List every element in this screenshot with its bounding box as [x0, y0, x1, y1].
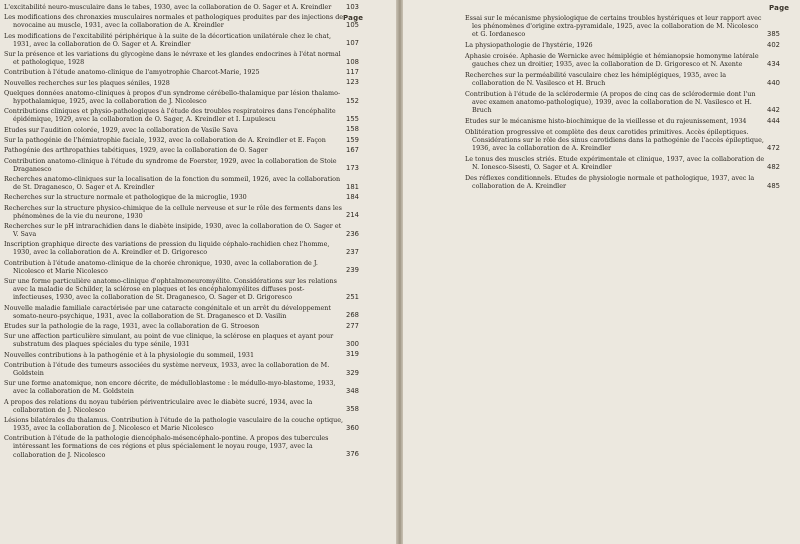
toc-page-number: 485: [767, 181, 780, 190]
toc-entry: [4, 332, 344, 348]
toc-page-number: 251: [346, 292, 359, 301]
toc-entry: [4, 379, 344, 395]
toc-entry: [4, 434, 344, 458]
toc-page-number: 184: [346, 192, 359, 201]
toc-page-number: 123: [346, 78, 359, 87]
toc-entry: [4, 126, 344, 134]
right-page: [403, 0, 800, 544]
toc-entry: [4, 398, 344, 414]
toc-entry-title: Etudes sur l'audition colorée, 1929, avec la collaboration de Vasile Sava: [4, 125, 238, 134]
toc-page-number: 319: [346, 350, 359, 359]
toc-entry: [465, 90, 765, 114]
toc-entry: [465, 52, 765, 68]
toc-entry-title: Les modifications des chronaxies musculaires normales et pathologiques produites par des injections de novocaine au muscle, 1931, avec la collaboration de A. Kreindler: [4, 13, 344, 30]
toc-page-number: 108: [346, 57, 359, 66]
toc-page-number: 358: [346, 405, 359, 414]
toc-entry-title: Les modifications de l'excitabilité périphérique à la suite de la décortication unilatérale chez le chat, 1931, avec la collaboration de O. Sager et A. Kreindler: [4, 31, 332, 48]
toc-entry-title: Contribution à l'étude anatomo-clinique de la chorée chronique, 1930, avec la collaboration de J. Nicolesco et Marie Nicolesco: [4, 258, 318, 275]
toc-entry: [4, 304, 344, 320]
toc-page-number: 237: [346, 248, 359, 257]
toc-entry: [4, 107, 344, 123]
toc-entry-list: [465, 14, 765, 193]
toc-page-number: 385: [767, 29, 780, 38]
toc-entry-title: Etudes sur le mécanisme histo-biochimique de la vieillesse et du rajeunissement, 1934: [465, 117, 747, 126]
toc-page-number: 277: [346, 321, 359, 330]
toc-entry-title: Des réflexes conditionnels. Etudes de physiologie normale et pathologique, 1937, avec la collaboration de A. Kreindler: [465, 173, 755, 191]
toc-page-number: 152: [346, 96, 359, 105]
toc-entry-title: Sur une affection particulière simulant, au point de vue clinique, la sclérose en plaques et ayant pour substratum des plaques spéciales du type sénile, 1931: [4, 332, 334, 349]
toc-page-number: 300: [346, 339, 359, 348]
toc-entry: [4, 175, 344, 191]
toc-entry-title: Sur une forme particulière anatomo-clinique d'ophtalmoneuromyélite. Considérations sur les relations avec la maladie de Schilder, la sclérose en plaques et les encéphalomyélites diffuses post-infectieuses, 1930, avec la collaboration de St. Draganesco, O. Sager et D. Grigoresco: [4, 277, 337, 302]
toc-page-number: 329: [346, 368, 359, 377]
toc-page-number: 348: [346, 386, 359, 395]
toc-page-number: 442: [767, 105, 780, 114]
page-column-header: Page: [343, 14, 364, 22]
toc-entry-title: Nouvelles recherches sur les plaques séniles, 1928: [4, 78, 170, 87]
toc-entry: [4, 136, 344, 144]
toc-entry: [4, 277, 344, 301]
toc-entry-title: Recherches sur la perméabilité vasculaire chez les hémiplégiques, 1935, avec la collaboration de N. Vasilesco et H. Bruch: [465, 70, 727, 88]
toc-entry-title: Sur la présence et les variations du glycogène dans le névraxe et les glandes endocrines à l'état normal et pathologique, 1928: [4, 50, 341, 67]
toc-page-number: 268: [346, 311, 359, 320]
toc-entry-title: Oblitération progressive et complète des deux carotides primitives. Accès épileptiques. Considérations sur le rôle des sinus carotidiens dans la pathogénie de l'accès épileptique, 1936, avec la collaboration de A. Kreindler: [465, 127, 764, 153]
toc-page-number: 236: [346, 229, 359, 238]
toc-page-number: 482: [767, 162, 780, 171]
toc-entry-title: Recherches sur la structure physico-chimique de la cellule nerveuse et sur le rôle des ferments dans les phénomènes de la vie du neurone, 1930: [4, 203, 342, 220]
toc-entry: [465, 41, 765, 49]
toc-entry: [4, 13, 344, 29]
toc-entry: [4, 259, 344, 275]
toc-page-number: 214: [346, 211, 359, 220]
toc-entry: [4, 32, 344, 48]
toc-entry: [4, 351, 344, 359]
toc-entry: [4, 68, 344, 76]
toc-entry: [465, 117, 765, 125]
toc-entry: [4, 50, 344, 66]
toc-entry: [4, 157, 344, 173]
toc-entry-title: L'excitabilité neuro-musculaire dans le tabes, 1930, avec la collaboration de O. Sager et A. Kreindler: [4, 3, 332, 11]
toc-page-number: 444: [767, 116, 780, 125]
toc-page-number: 158: [346, 125, 359, 134]
toc-page-number: 117: [346, 68, 359, 76]
toc-entry-title: Pathogénie des arthropathies tabétiques, 1929, avec la collaboration de O. Sager: [4, 146, 268, 155]
toc-entry: [4, 193, 344, 201]
toc-entry-title: Inscription graphique directe des variations de pression du liquide céphalo-rachidien chez l'homme, 1930, avec la collaboration de A. Kreindler et D. Grigoresco: [4, 240, 330, 257]
toc-entry: [465, 174, 765, 190]
toc-entry: [465, 155, 765, 171]
toc-entry-title: Sur une forme anatomique, non encore décrite, de médulloblastome : le médullo-myo-blastome, 1933, avec la collaboration de M. Goldstein: [4, 379, 336, 396]
toc-entry-title: Lésions bilatérales du thalamus. Contribution à l'étude de la pathologie vasculaire de la couche optique, 1935, avec la collaboration de J. Nicolesco et Marie Nicolesco: [4, 416, 344, 433]
toc-page-number: 103: [346, 2, 359, 11]
toc-page-number: 239: [346, 266, 359, 275]
toc-entry-title: La physiopathologie de l'hystérie, 1926: [465, 41, 593, 50]
toc-page-number: 107: [346, 39, 359, 48]
toc-page-number: 472: [767, 143, 780, 152]
toc-entry-title: Contribution à l'étude de la sclérodermie (A propos de cinq cas de sclérodermie dont l'un avec examen anatomo-pathologique), 1939, avec la collaboration de N. Vasilesco et H. Bruch: [465, 89, 756, 115]
toc-entry: [4, 240, 344, 256]
toc-entry: [4, 89, 344, 105]
toc-entry-title: Aphasie croisée. Aphasie de Wernicke avec hémiplégie et hémianopsie homonyme latérale gauches chez un droitier, 1935, avec la collaboration de D. Grigoresco et N. Axente: [465, 51, 759, 69]
toc-entry: [4, 146, 344, 154]
toc-entry: [465, 71, 765, 87]
toc-entry-title: A propos des relations du noyau tubérien périventriculaire avec le diabète sucré, 1934, avec la collaboration de J. Nicolesco: [4, 397, 313, 414]
toc-entry-title: Le tonus des muscles striés. Etude expérimentale et clinique, 1937, avec la collaboration de N. Ionesco-Sisesti, O. Sager et A. Kreindler: [465, 154, 765, 172]
toc-entry-title: Contribution anatomo-clinique à l'étude du syndrome de Foerster, 1929, avec la collaboration de Stoie Draganesco: [4, 156, 337, 173]
toc-entry-title: Nouvelles contributions à la pathogénie et à la physiologie du sommeil, 1931: [4, 350, 255, 359]
toc-page-number: 376: [346, 450, 359, 459]
toc-page-number: 360: [346, 423, 359, 432]
toc-page-number: 181: [346, 182, 359, 191]
toc-entry-title: Recherches anatomo-cliniques sur la localisation de la fonction du sommeil, 1926, avec la collaboration de St. Draganesco, O. Sager et A. Kreindler: [4, 174, 341, 192]
toc-entry: [4, 3, 344, 11]
toc-page-number: 159: [346, 135, 359, 144]
toc-entry-list: [4, 3, 344, 461]
toc-entry-title: Recherches sur le pH intrarachidien dans le diabète insipide, 1930, avec la collaboration de O. Sager et V. Sava: [4, 221, 342, 239]
toc-entry: [4, 416, 344, 432]
toc-page-number: 440: [767, 78, 780, 87]
toc-entry: [4, 204, 344, 220]
toc-page-number: 155: [346, 115, 359, 124]
toc-entry: [4, 79, 344, 87]
toc-entry: [465, 128, 765, 152]
toc-entry-title: Essai sur le mécanisme physiologique de certains troubles hystériques et leur rapport avec les phénomènes d'origine extra-pyramidale, 1925, avec la collaboration de M. Nicolesco et G. Iordanesco: [465, 14, 762, 39]
toc-entry: [4, 222, 344, 238]
page-column-header: Page: [769, 4, 790, 12]
toc-entry-title: Contribution à l'étude anatomo-clinique de l'amyotrophie Charcot-Marie, 1925: [4, 68, 260, 77]
toc-entry-title: Contributions cliniques et physio-pathologiques à l'étude des troubles respiratoires dans l'encéphalite épidémique, 1929, avec la collaboration de O. Sager, A. Kreindler et I. Lupulescu: [4, 107, 336, 124]
toc-entry: [4, 322, 344, 330]
toc-entry-title: Contribution à l'étude de la pathologie diencéphalo-mésencéphalo-pontine. A propos des tubercules intéressant les formations de ces régions et plus spécialement le noyau rouge, 1937, avec la collaboration de J. Nicolesco: [4, 434, 329, 459]
toc-entry: [4, 361, 344, 377]
toc-page-number: 173: [346, 164, 359, 173]
toc-page-number: 167: [346, 145, 359, 154]
toc-entry-title: Nouvelle maladie familiale caractérisée par une cataracte congénitale et un arrêt du développement somato-neuro-psychique, 1931, avec la collaboration de St. Draganesco et D. Vasilin: [4, 303, 331, 320]
toc-entry-title: Contribution à l'étude des tumeurs associées du système nerveux, 1933, avec la collaboration de M. Goldstein: [4, 360, 330, 377]
toc-entry: [465, 14, 765, 38]
toc-entry-title: Recherches sur la structure normale et pathologique de la microglie, 1930: [4, 193, 247, 202]
toc-page-number: 105: [346, 20, 359, 29]
toc-entry-title: Sur la pathogénie de l'hémiatrophie faciale, 1932, avec la collaboration de A. Kreindler et E. Façon: [4, 136, 326, 144]
left-page: [0, 0, 398, 544]
toc-entry-title: Quelques données anatomo-cliniques à propos d'un syndrome cérébello-thalamique par lésion thalamo-hypothalamique, 1925, avec la collaboration de J. Nicolesco: [4, 88, 341, 106]
toc-page-number: 402: [767, 40, 780, 49]
toc-entry-title: Etudes sur la pathologie de la rage, 1931, avec la collaboration de G. Stroeson: [4, 321, 260, 330]
toc-page-number: 434: [767, 59, 780, 68]
